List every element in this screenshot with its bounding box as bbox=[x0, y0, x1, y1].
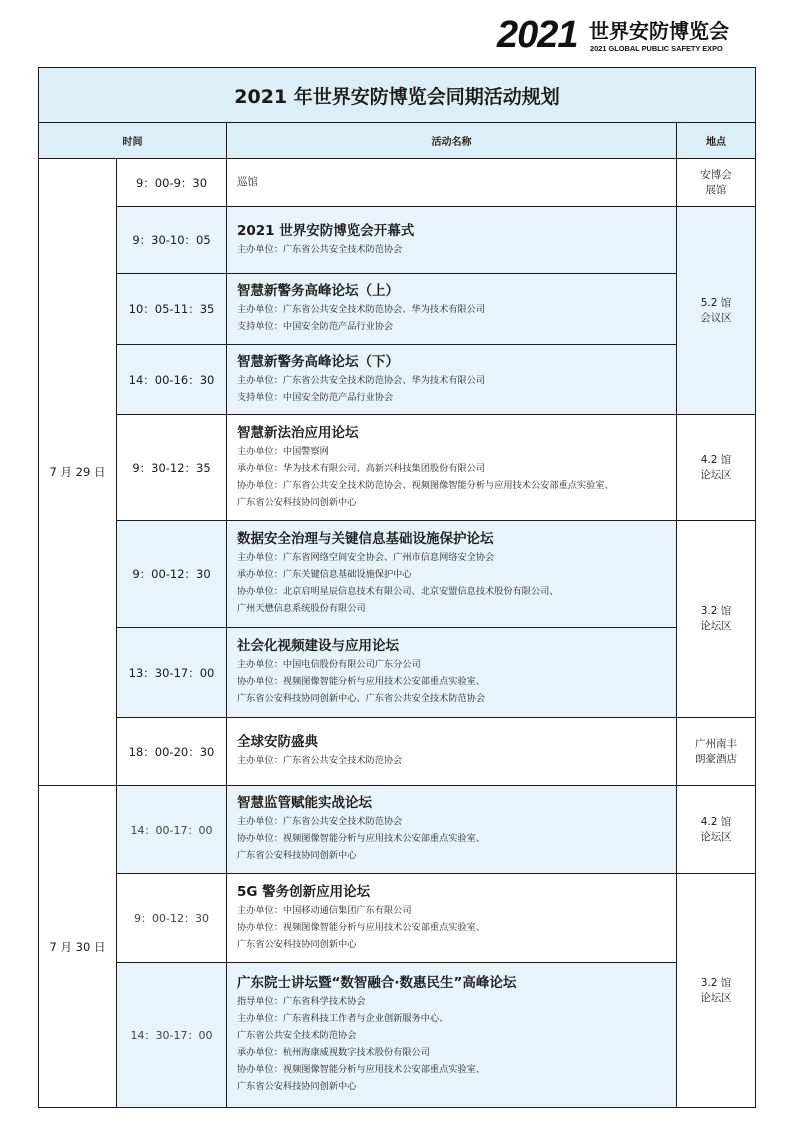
activity-line: 承办单位：广东关键信息基础设施保护中心 bbox=[237, 569, 412, 580]
activity-line: 主办单位：中国警察网 bbox=[237, 445, 329, 457]
logo-english-name: 2021 GLOBAL PUBLIC SAFETY EXPO bbox=[590, 44, 723, 53]
activity-line: 主办单位：广东省公共安全技术防范协会 bbox=[237, 243, 403, 255]
location-cell bbox=[677, 207, 756, 415]
time-cell: 14：00-16：30 bbox=[117, 345, 227, 415]
activity-line: 主办单位：广东省公共安全技术防范协会 bbox=[237, 755, 403, 766]
activity-title: 广东院士讲坛暨“数智融合·数惠民生”高峰论坛 bbox=[237, 975, 517, 991]
table-row bbox=[39, 628, 756, 718]
activity-line: 协办单位：视频图像智能分析与应用技术公安部重点实验室、 bbox=[237, 676, 486, 687]
activity-cell bbox=[227, 415, 677, 521]
activity-line: 承办单位：华为技术有限公司、高新兴科技集团股份有限公司 bbox=[237, 462, 486, 474]
expo-logo bbox=[497, 14, 762, 57]
table-row bbox=[39, 159, 756, 207]
location-text: 4.2 馆 论坛区 bbox=[700, 453, 732, 481]
activity-cell bbox=[227, 786, 677, 874]
table-row bbox=[39, 874, 756, 963]
activity-line: 广东省公安科技协同创新中心 bbox=[237, 496, 357, 508]
activity-line: 承办单位：杭州海康威视数字技术股份有限公司 bbox=[237, 1047, 430, 1058]
activity-line: 主办单位：中国电信股份有限公司广东分公司 bbox=[237, 659, 421, 670]
date-cell: 7 月 29 日 bbox=[39, 159, 117, 786]
location-text: 3.2 馆 论坛区 bbox=[700, 605, 732, 632]
activity-title: 数据安全治理与关键信息基础设施保护论坛 bbox=[237, 531, 494, 547]
time-cell: 9：00-12：30 bbox=[117, 521, 227, 628]
activity-cell bbox=[227, 628, 677, 718]
activity-line: 广东省公安科技协同创新中心 bbox=[237, 1081, 357, 1092]
location-text: 广州南丰 朗豪酒店 bbox=[695, 737, 737, 765]
activity-cell bbox=[227, 963, 677, 1108]
location-text: 5.2 馆 会议区 bbox=[700, 296, 732, 324]
activity-cell bbox=[227, 521, 677, 628]
activity-line: 主办单位：广东省公共安全技术防范协会、华为技术有限公司 bbox=[237, 374, 486, 386]
activity-title: 全球安防盛典 bbox=[237, 734, 318, 750]
activity-title: 5G 警务创新应用论坛 bbox=[237, 883, 371, 900]
location-cell bbox=[677, 718, 756, 786]
table-row bbox=[39, 207, 756, 274]
activity-title: 智慧监管赋能实战论坛 bbox=[237, 795, 372, 811]
activity-line: 主办单位：广东省科技工作者与企业创新服务中心、 bbox=[237, 1013, 449, 1024]
table-row bbox=[39, 718, 756, 786]
activity-line: 协办单位：广东省公共安全技术防范协会、视频图像智能分析与应用技术公安部重点实验室、 bbox=[237, 479, 614, 491]
activity-cell bbox=[227, 718, 677, 786]
table-row bbox=[39, 415, 756, 521]
location-cell bbox=[677, 415, 756, 521]
location-text: 安博会 展馆 bbox=[700, 168, 732, 196]
time-cell: 9：00-9：30 bbox=[117, 159, 227, 207]
activity-cell bbox=[227, 874, 677, 963]
time-cell: 9：30-12：35 bbox=[117, 415, 227, 521]
header-time: 时间 bbox=[39, 123, 227, 159]
activity-cell bbox=[227, 159, 677, 207]
activity-title: 智慧新法治应用论坛 bbox=[237, 424, 359, 441]
header-activity: 活动名称 bbox=[227, 123, 677, 159]
location-text: 3.2 馆 论坛区 bbox=[700, 976, 732, 1004]
location-cell bbox=[677, 521, 756, 718]
activity-line: 广东省公安科技协同创新中心、广东省公共安全技术防范协会 bbox=[237, 693, 486, 704]
activity-title: 2021 世界安防博览会开幕式 bbox=[237, 222, 415, 239]
location-cell bbox=[677, 874, 756, 1108]
activity-line: 广东省公共安全技术防范协会 bbox=[237, 1030, 357, 1041]
time-cell: 18：00-20：30 bbox=[117, 718, 227, 786]
activity-title: 智慧新警务高峰论坛（上） bbox=[237, 283, 399, 299]
date-cell: 7 月 30 日 bbox=[39, 786, 117, 1108]
time-cell: 13：30-17：00 bbox=[117, 628, 227, 718]
activity-line: 广东省公安科技协同创新中心 bbox=[237, 850, 357, 861]
table-row bbox=[39, 274, 756, 345]
activity-title: 智慧新警务高峰论坛（下） bbox=[237, 353, 399, 370]
location-cell bbox=[677, 159, 756, 207]
table-row bbox=[39, 345, 756, 415]
logo-year: 2021 bbox=[497, 14, 578, 56]
table-row bbox=[39, 786, 756, 874]
activity-line: 巡馆 bbox=[237, 176, 258, 188]
activity-line: 主办单位：广东省公共安全技术防范协会 bbox=[237, 816, 403, 827]
location-cell bbox=[677, 786, 756, 874]
time-cell: 10：05-11：35 bbox=[117, 274, 227, 345]
activity-line: 主办单位：中国移动通信集团广东有限公司 bbox=[237, 904, 412, 916]
table-row bbox=[39, 521, 756, 628]
activity-line: 广东省公安科技协同创新中心 bbox=[237, 938, 357, 950]
activity-line: 支持单位：中国安全防范产品行业协会 bbox=[237, 391, 394, 403]
table-title: 2021 年世界安防博览会同期活动规划 bbox=[39, 68, 756, 123]
time-cell: 9：30-10：05 bbox=[117, 207, 227, 274]
activity-cell bbox=[227, 207, 677, 274]
activity-line: 指导单位：广东省科学技术协会 bbox=[237, 996, 366, 1007]
activity-line: 广州天懋信息系统股份有限公司 bbox=[237, 603, 366, 614]
time-cell: 14：30-17：00 bbox=[117, 963, 227, 1108]
schedule-table bbox=[38, 67, 756, 1108]
activity-line: 主办单位：广东省网络空间安全协会、广州市信息网络安全协会 bbox=[237, 552, 495, 563]
activity-line: 协办单位：视频图像智能分析与应用技术公安部重点实验室、 bbox=[237, 1064, 486, 1075]
header-location: 地点 bbox=[677, 123, 756, 159]
logo-chinese-name: 世界安防博览会 bbox=[589, 19, 729, 43]
activity-cell bbox=[227, 274, 677, 345]
activity-line: 协办单位：北京启明星辰信息技术有限公司、北京安盟信息技术股份有限公司、 bbox=[237, 586, 559, 597]
activity-line: 主办单位：广东省公共安全技术防范协会、华为技术有限公司 bbox=[237, 304, 486, 315]
location-text: 4.2 馆 论坛区 bbox=[700, 815, 732, 843]
activity-cell bbox=[227, 345, 677, 415]
activity-line: 协办单位：视频图像智能分析与应用技术公安部重点实验室、 bbox=[237, 921, 486, 933]
activity-line: 支持单位：中国安全防范产品行业协会 bbox=[237, 321, 394, 332]
activity-title: 社会化视频建设与应用论坛 bbox=[237, 638, 399, 654]
table-row bbox=[39, 963, 756, 1108]
activity-line: 协办单位：视频图像智能分析与应用技术公安部重点实验室、 bbox=[237, 833, 486, 844]
time-cell: 9：00-12：30 bbox=[117, 874, 227, 963]
time-cell: 14：00-17：00 bbox=[117, 786, 227, 874]
